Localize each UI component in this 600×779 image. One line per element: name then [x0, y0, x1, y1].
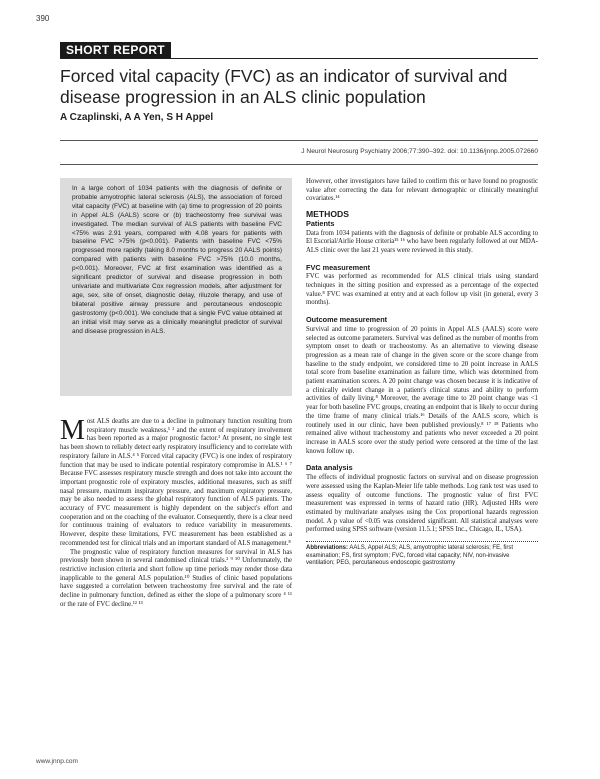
methods-heading: METHODS: [306, 209, 349, 220]
page-number: 390: [36, 14, 50, 23]
patients-heading: Patients: [306, 218, 335, 228]
section-label: SHORT REPORT: [60, 42, 171, 58]
outcome-heading: Outcome measurement: [306, 315, 388, 325]
fvc-measurement-heading: FVC measurement: [306, 262, 371, 272]
intro-paragraph-1-text: ost ALS deaths are due to a decline in pulmonary function resulting from respiratory muscle weakness,¹ ² and the extent of respiratory involvement has been reported as a major prognostic factor.³ At present, no single test has been shown to reliably detect early respiratory insufficiency and to correlate with respiratory failure in ALS.⁴ ⁵ Forced vital capacity (FVC) is one index of respiratory function that may be used to indicate potential respiratory compromise in ALS.¹ ⁶ ⁷ Because FVC assesses respiratory muscle strength and does not take into account the important prognostic role of expiratory muscles, additional measures, such as sniff nasal pressure, maximum inspiratory pressure, and maximum expiratory pressure, may be also needed to assess the global respiratory function of ALS patients. The accuracy of FVC measurement is highly dependent on the subject's effort and cooperation and on the coaching of the evaluator. Consequently, there is a clear need for continuous training of evaluators to reduce variability in measurements. However, despite these limitations, FVC measurement has been established as a recommended test for clinical trials and an important standard of ALS management.⁸: [60, 418, 292, 547]
data-analysis-heading: Data analysis: [306, 463, 353, 473]
abbreviations-box: [306, 541, 538, 568]
abstract-box: [60, 178, 292, 396]
header-rule-bottom: [60, 164, 538, 165]
fvc-measurement-text: FVC was performed as recommended for ALS clinical trials using standard techniques in the sitting position and expressed as a percentage of the expected value.⁸ FVC was examined at entry and at each follow up visit (in general, every 3 months).: [306, 273, 538, 307]
abbreviations-label: Abbreviations:: [306, 545, 349, 552]
data-analysis-text: The effects of individual prognostic factors on survival and on disease progression were assessed using the Kaplan-Meier life table methods. Log rank test was used to assess equality of outcome functions. The prognostic value of first FVC measurement was expressed in terms of hazard ratio (HR). Adjusted HRs were estimated by multivariate analyses using the Cox proportional hazards regression model. A p value of <0.05 was considered significant. All statistical analyses were performed using SPSS software (version 11.5.1; SPSS Inc., Chicago, IL, USA).: [306, 474, 538, 534]
section-header-bar: [60, 42, 538, 59]
intro-paragraph-1: [60, 418, 292, 549]
article-title: Forced vital capacity (FVC) as an indicator of survival and disease progression in an ALS clinic population: [60, 66, 508, 107]
intro-paragraph-2: The prognostic value of respiratory function measures for survival in ALS has previously been shown in several randomised clinical trials.² ⁹ ¹⁰ Unfortunately, the restrictive inclusion criteria and short follow up time periods may render those data inapplicable to the general ALS population.¹⁰ Studies of clinic based populations have suggested a correlation between tracheostomy free survival and the rate of decline in pulmonary function, defined as either the slope of a pulmonary score ⁴ ¹¹ or the rate of FVC decline.¹² ¹³: [60, 548, 292, 608]
intro-continuation: However, other investigators have failed to confirm this or have found no prognostic value after correcting the data for relevant demographic or clinically meaningful covariates.¹⁴: [306, 178, 538, 203]
right-column: [306, 178, 538, 746]
drop-cap: M: [60, 418, 85, 446]
outcome-text: Survival and time to progression of 20 points in Appel ALS (AALS) score were selected as outcome parameters. Survival was defined as the number of months from symptom onset to death or tracheostomy. As an alternative to viewing disease progression as a mean rate of change in the given score or the score change from baseline to the study endpoint, we considered time to 20 point increase in AALS total score from baseline examination as failure time, which was determined from patient examination scores. A 20 point change was chosen because it is indicative of a clinically evident change in a patient's clinical status and ability to perform activities of daily living.⁸ Moreover, the average time to 20 point change was <1 year for both baseline FVC groups, creating an endpoint that is likely to occur during the time frame of many clinical trials.¹⁶ Details of the AALS score, which is routinely used in our clinic, have been published previously.⁸ ¹⁷ ¹⁸ Patients who remained alive without tracheostomy and patients who never exceeded a 20 point increase in AALS score over the study period were censored at the time of the last known follow up.: [306, 325, 538, 455]
patients-text: Data from 1034 patients with the diagnosis of definite or probable ALS according to El Escorial/Airlie House criteria¹⁵ ¹⁶ who have been regularly followed at our MDA-ALS clinic over the last 21 years were reviewed in this study.: [306, 229, 538, 254]
footer-url: www.jnnp.com: [36, 758, 78, 765]
left-column: [60, 418, 292, 748]
header-rule-top: [60, 140, 538, 141]
abbreviations-text: AALS, Appel ALS; ALS, amyotrophic lateral sclerosis; FE, first examination; FS, first symptom; FVC, forced vital capacity; NIV, non-invasive ventilation; PEG, percutaneous endoscopic gastrostomy: [306, 545, 514, 567]
article-citation: J Neurol Neurosurg Psychiatry 2006;77:390–392. doi: 10.1136/jnnp.2005.072660: [301, 148, 538, 155]
article-authors: A Czaplinski, A A Yen, S H Appel: [60, 112, 214, 123]
abstract-text: In a large cohort of 1034 patients with the diagnosis of definite or probable amyotrophic lateral sclerosis (ALS), the association of forced vital capacity (FVC) at baseline with (a) time to progression of 20 points in Appel ALS (AALS) score or (b) tracheostomy free survival was investigated. The median survival of ALS patients with baseline FVC <75% was 2.91 years, compared with 4.08 years for patients with baseline FVC >75% (p<0.001). Patients with baseline FVC <75% progressed more rapidly (taking 8.0 months to progress 20 AALS points) compared with patients with baseline FVC >75% (10.0 months, p<0.001). Moreover, FVC at first examination was identified as a significant predictor of survival and disease progression in both univariate and multivariate Cox regression models, after adjustment for age, sex, site of onset, diagnostic delay, riluzole therapy, and use of bilateral positive airway pressure and percutaneous endoscopic gastrostomy (p<0.001). We conclude that a single FVC value obtained at an initial visit may serve as a clinically meaningful predictor of survival and disease progression in ALS.: [72, 185, 282, 335]
